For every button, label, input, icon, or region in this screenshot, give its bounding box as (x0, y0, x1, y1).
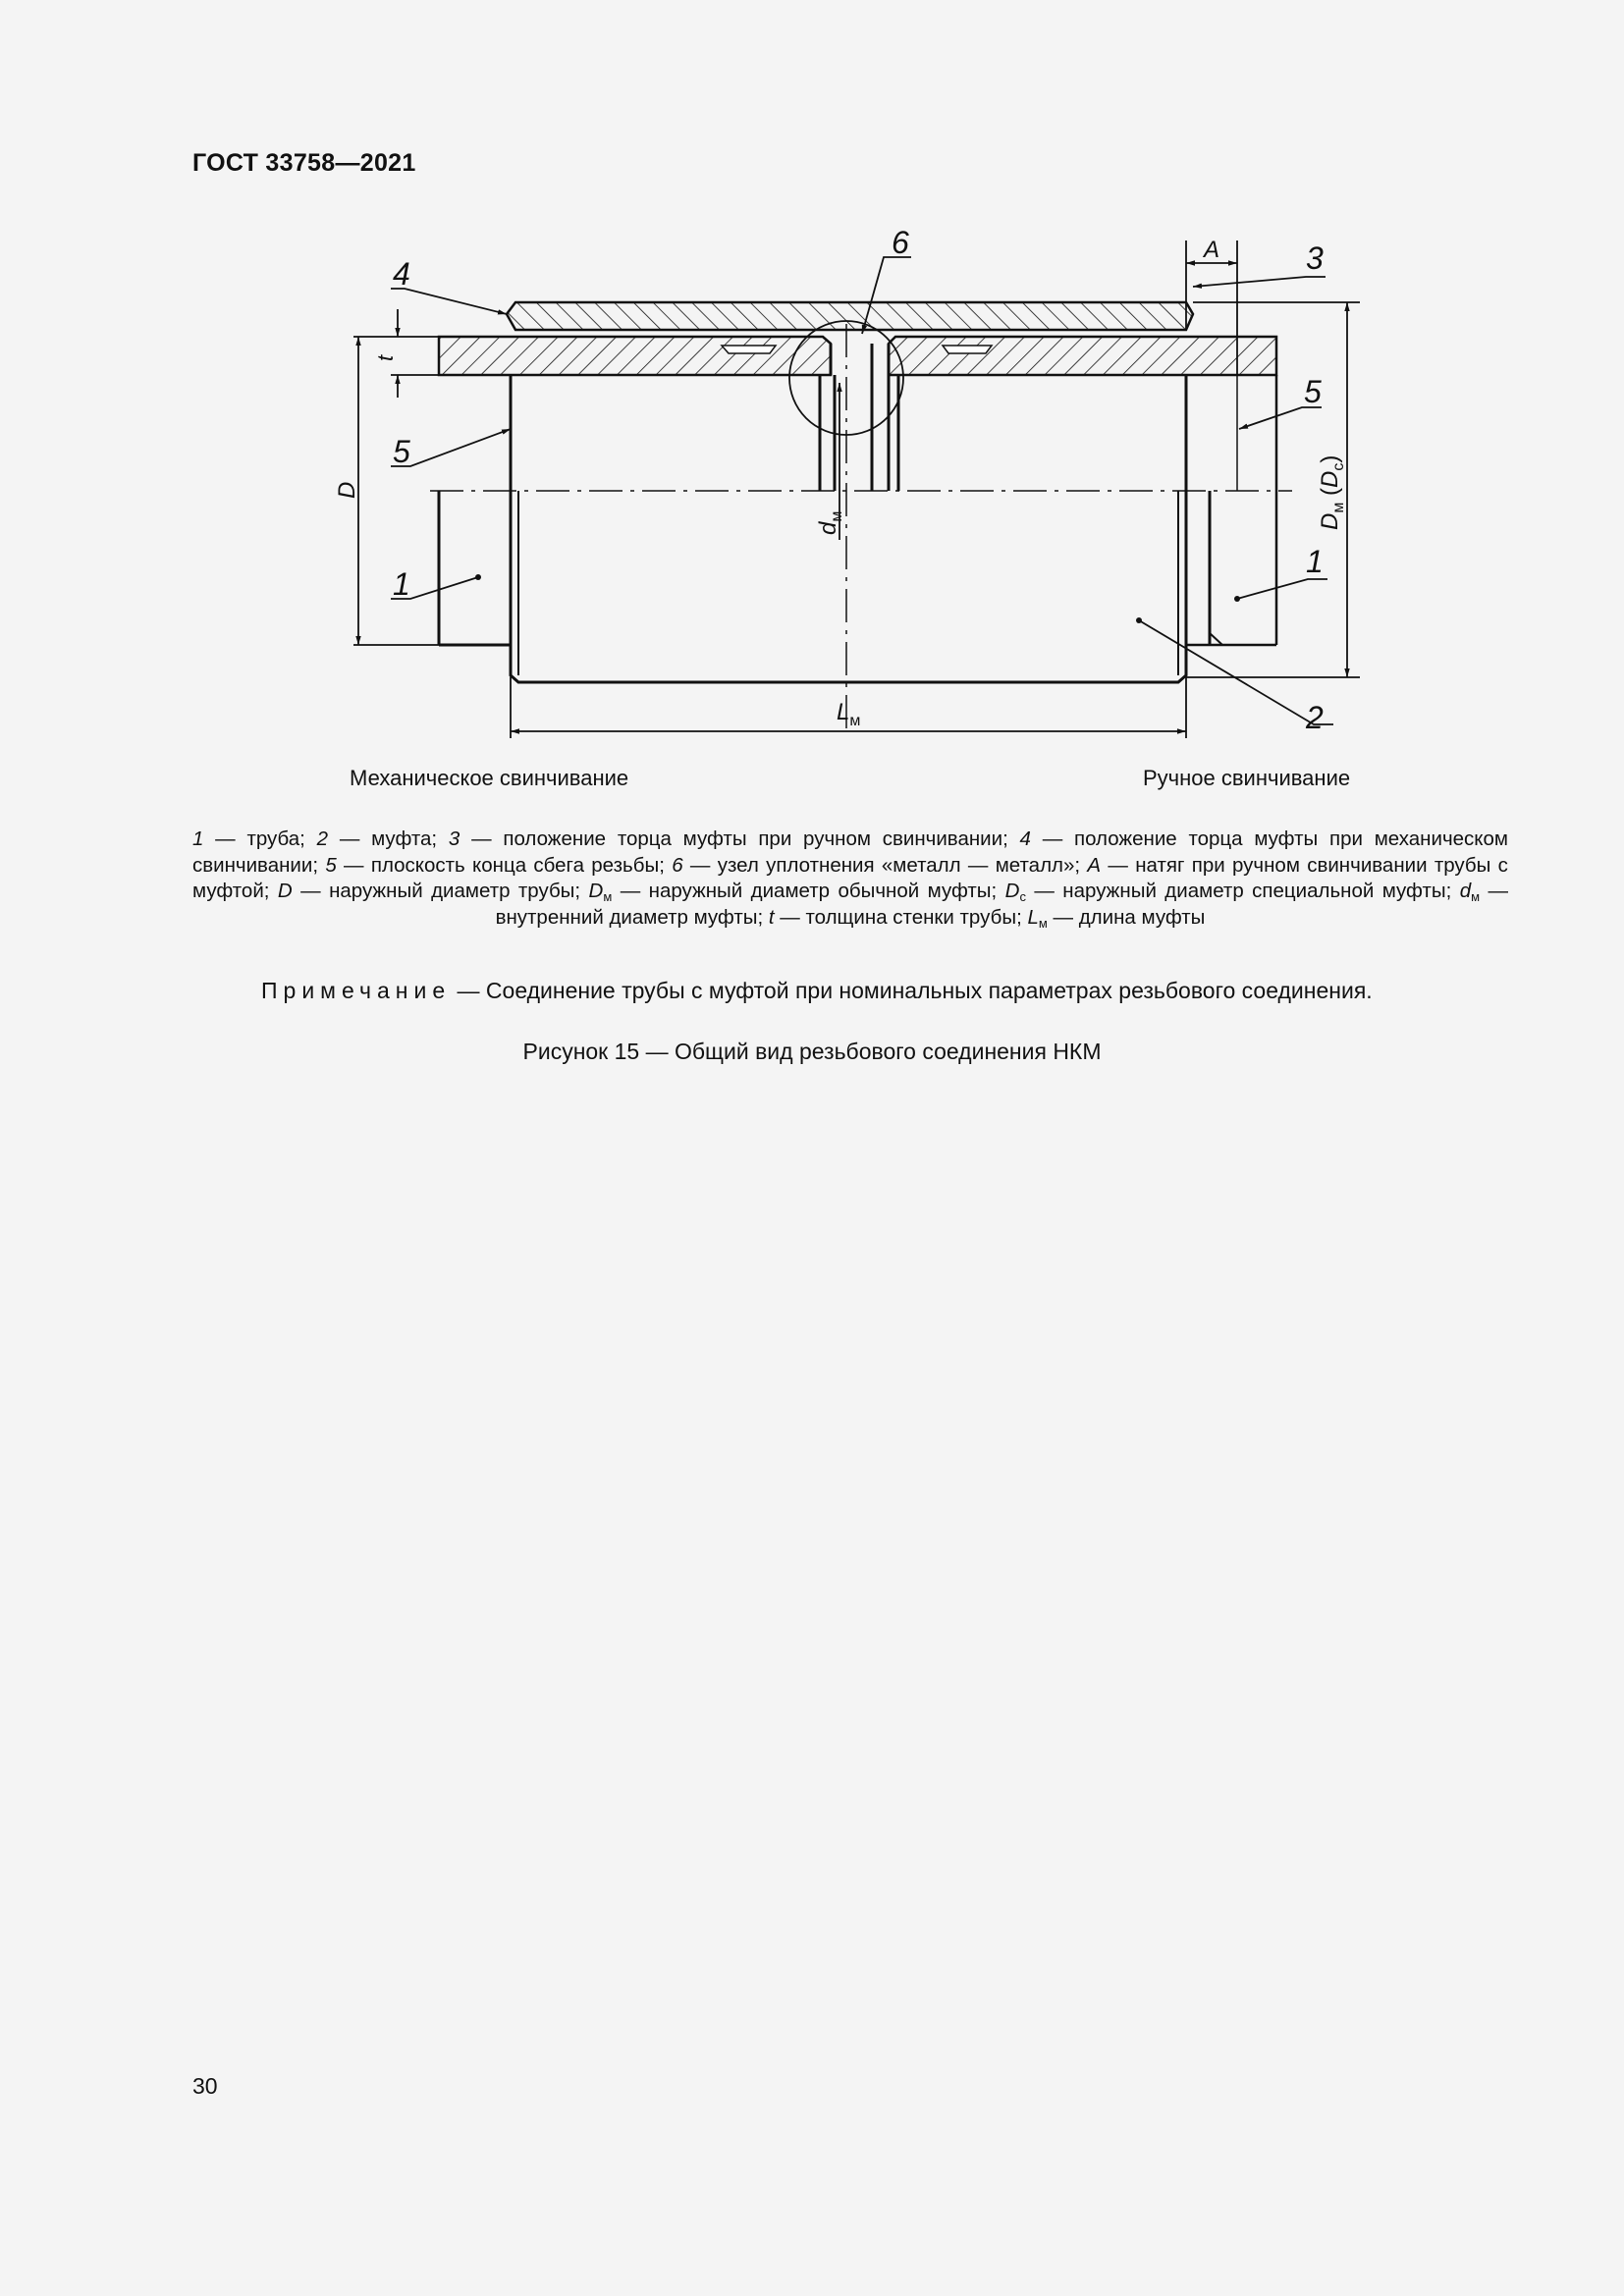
coupling-body (439, 344, 1276, 682)
callout-2: 2 (1306, 700, 1324, 735)
figure-legend: 1 — труба; 2 — муфта; 3 — положение торца муфты при ручном свинчивании; 4 — положение торца муфты при механическом свинчивании; 5 — плоскость конца сбега резьбы; 6 — узел уплотнения «металл — металл»; A — натяг при ручном свинчивании трубы с муфтой; D — наружный диаметр трубы; $D_м$ — наружный диаметр обычной муфты; $D_с$ — наружный диаметр специальной муфты; $d_м$ — внутренний диаметр муфты; t — толщина стенки трубы; $L_м$ — длина муфты (192, 828, 1508, 931)
callout-1-left: 1 (393, 566, 410, 602)
center-line (430, 324, 1292, 736)
technical-drawing (0, 0, 1624, 746)
callout-4: 4 (393, 256, 410, 292)
callout-1-right: 1 (1306, 544, 1324, 579)
dim-label-t: t (373, 354, 398, 361)
note-text: — Соединение трубы с муфтой при номинальных параметрах резьбового соединения. (457, 978, 1373, 1003)
note-label: Примечание (261, 978, 452, 1003)
dim-label-D: D (334, 481, 360, 499)
dim-label-A: A (1204, 237, 1220, 263)
note (261, 978, 1508, 1004)
caption-manual-makeup: Ручное свинчивание (1143, 766, 1351, 790)
callout-5-right: 5 (1304, 374, 1322, 409)
dim-label-Lm: $L_м$ (837, 699, 861, 729)
callout-3: 3 (1306, 240, 1324, 276)
coupling-upper (439, 302, 1276, 375)
leader-dots (475, 574, 1240, 623)
figure-caption: Рисунок 15 — Общий вид резьбового соединения НКМ (522, 1039, 1102, 1064)
document-header: ГОСТ 33758—2021 (192, 149, 416, 177)
page-number: 30 (192, 2073, 218, 2099)
dim-label-Dm-Dc: $D_м$ $(D_с)$ (1317, 454, 1347, 530)
callout-6: 6 (892, 225, 909, 260)
callout-5-left: 5 (393, 434, 410, 469)
dim-label-dm: $d_м$ (815, 510, 845, 535)
caption-mechanical-makeup: Механическое свинчивание (350, 766, 629, 790)
